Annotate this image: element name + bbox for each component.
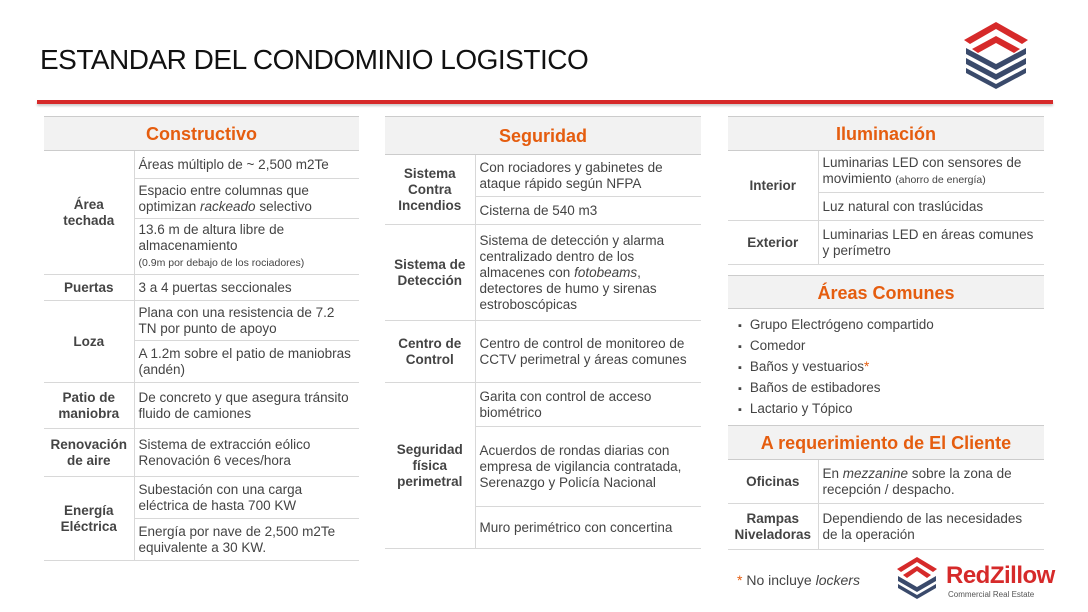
exterior-label: Exterior xyxy=(728,221,818,265)
control-value: Centro de control de monitoreo de CCTV perimetral y áreas comunes xyxy=(475,321,701,383)
list-item: ▪ Lactario y Tópico xyxy=(738,399,1044,420)
renovacion-label: Renovación de aire xyxy=(44,429,134,477)
energia-label: Energía Eléctrica xyxy=(44,477,134,561)
interior-label: Interior xyxy=(728,151,818,221)
brand-subtitle: Commercial Real Estate xyxy=(948,590,1035,599)
areas-comunes-header: Áreas Comunes xyxy=(728,275,1044,309)
company-logo-icon xyxy=(958,18,1034,90)
control-label: Centro de Control xyxy=(385,321,475,383)
area-value-2: Espacio entre columnas que optimizan rackeado selectivo xyxy=(134,179,359,219)
incendios-label: Sistema Contra Incendios xyxy=(385,155,475,225)
rampas-label: Rampas Niveladoras xyxy=(728,504,818,550)
iluminacion-header: Iluminación xyxy=(728,117,1044,151)
loza-label: Loza xyxy=(44,301,134,383)
seguridad-fisica-label: Seguridad física perimetral xyxy=(385,383,475,549)
energia-value-1: Subestación con una carga eléctrica de hasta 700 KW xyxy=(134,477,359,519)
list-item: ▪ Comedor xyxy=(738,336,1044,357)
rampas-value: Dependiendo de las necesidades de la operación xyxy=(818,504,1044,550)
brand-name: RedZillow xyxy=(946,562,1055,589)
oficinas-label: Oficinas xyxy=(728,460,818,504)
seguridad-header: Seguridad xyxy=(385,117,701,155)
seguridad-table xyxy=(385,116,701,549)
page-title: ESTANDAR DEL CONDOMINIO LOGISTICO xyxy=(40,44,589,75)
area-label: Área techada xyxy=(44,151,134,275)
puertas-value: 3 a 4 puertas seccionales xyxy=(134,275,359,301)
list-item: ▪ Grupo Electrógeno compartido xyxy=(738,315,1044,336)
loza-value-2: A 1.2m sobre el patio de maniobras (andén) xyxy=(134,341,359,383)
deteccion-value: Sistema de detección y alarma centralizado dentro de los almacenes con fotobeams, detectores de humo y sirenas estroboscópicas xyxy=(475,225,701,321)
oficinas-value: En mezzanine sobre la zona de recepción / despacho. xyxy=(818,460,1044,504)
footnote: * No incluye lockers xyxy=(737,572,860,588)
areas-comunes-list xyxy=(728,309,1044,420)
title-divider xyxy=(37,100,1053,104)
area-value-3: 13.6 m de altura libre de almacenamiento (0.9m por debajo de los rociadores) xyxy=(134,219,359,275)
cliente-header: A requerimiento de El Cliente xyxy=(728,426,1044,460)
constructivo-header: Constructivo xyxy=(44,117,359,151)
seguridad-fisica-value-2: Acuerdos de rondas diarias con empresa de vigilancia contratada, Serenazgo y Policía Nacional xyxy=(475,427,701,507)
constructivo-table xyxy=(44,116,359,561)
areas-comunes-box xyxy=(728,275,1044,416)
cliente-table xyxy=(728,425,1044,550)
patio-value: De concreto y que asegura tránsito fluido de camiones xyxy=(134,383,359,429)
deteccion-label: Sistema de Detección xyxy=(385,225,475,321)
incendios-value-2: Cisterna de 540 m3 xyxy=(475,197,701,225)
energia-value-2: Energía por nave de 2,500 m2Te equivalente a 30 KW. xyxy=(134,519,359,561)
interior-value-1: Luminarias LED con sensores de movimiento (ahorro de energía) xyxy=(818,151,1044,193)
brand-logo xyxy=(894,554,1084,606)
list-item: ▪ Baños de estibadores xyxy=(738,378,1044,399)
area-value-1: Áreas múltiplo de ~ 2,500 m2Te xyxy=(134,151,359,179)
exterior-value: Luminarias LED en áreas comunes y perímetro xyxy=(818,221,1044,265)
iluminacion-table xyxy=(728,116,1044,265)
loza-value-1: Plana con una resistencia de 7.2 TN por punto de apoyo xyxy=(134,301,359,341)
seguridad-fisica-value-1: Garita con control de acceso biométrico xyxy=(475,383,701,427)
interior-value-2: Luz natural con traslúcidas xyxy=(818,193,1044,221)
renovacion-value: Sistema de extracción eólico Renovación 6 veces/hora xyxy=(134,429,359,477)
seguridad-fisica-value-3: Muro perimétrico con concertina xyxy=(475,507,701,549)
patio-label: Patio de maniobra xyxy=(44,383,134,429)
brand-mark-icon xyxy=(894,554,940,600)
list-item: ▪ Baños y vestuarios* xyxy=(738,357,1044,378)
incendios-value-1: Con rociadores y gabinetes de ataque rápido según NFPA xyxy=(475,155,701,197)
puertas-label: Puertas xyxy=(44,275,134,301)
